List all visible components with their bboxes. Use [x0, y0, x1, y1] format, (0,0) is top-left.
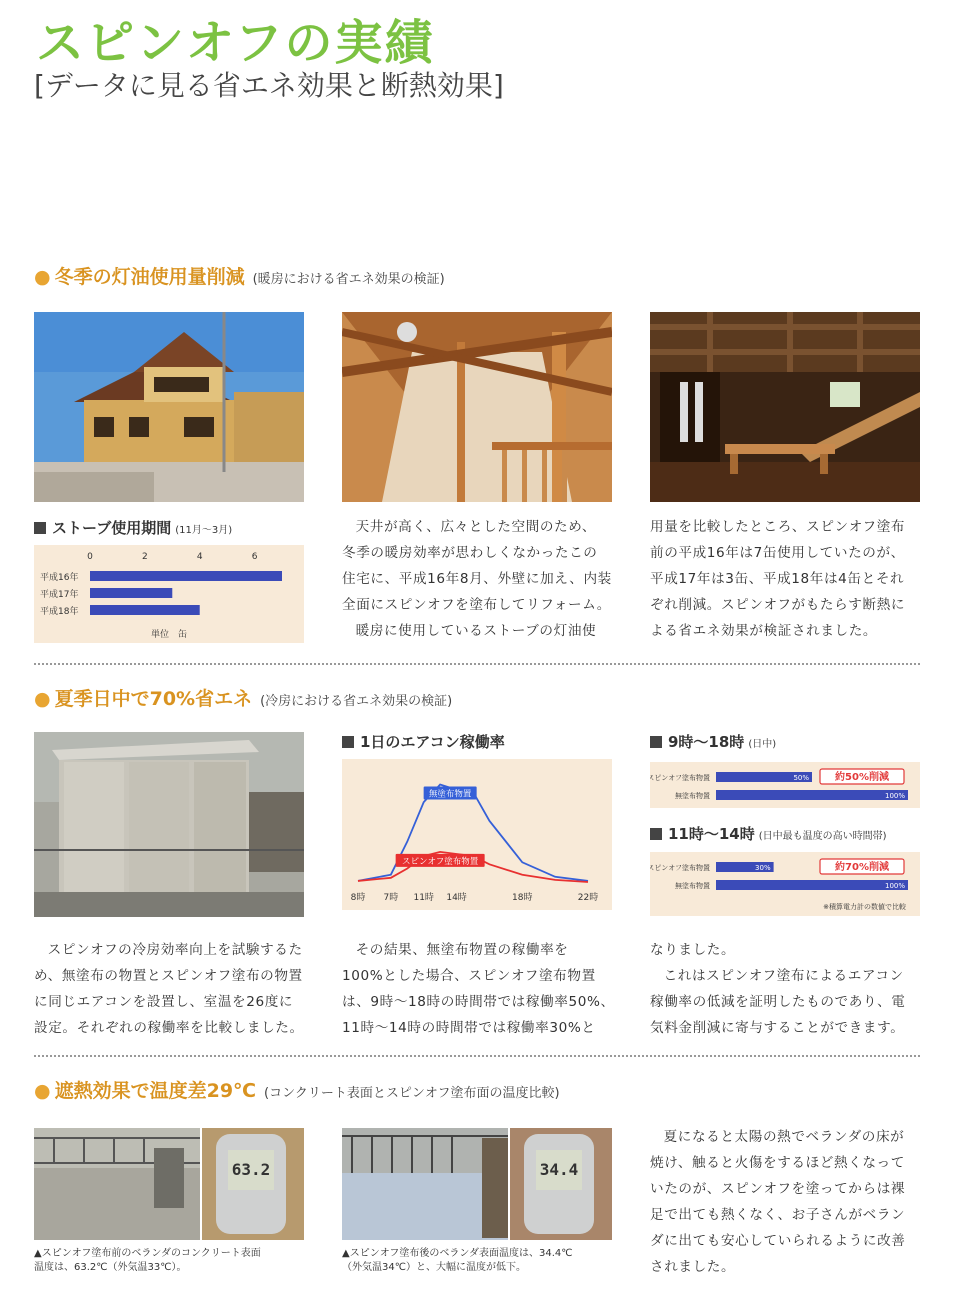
text-line: 設定。それぞれの稼働率を比較しました。	[34, 1020, 304, 1036]
caption-before	[34, 1247, 314, 1275]
square-bullet-icon	[650, 828, 662, 840]
x-tick-label: 22時	[577, 893, 599, 903]
text-line: め、無塗布の物置とスピンオフ塗布の物置	[34, 968, 303, 984]
page-subtitle: [データに見る省エネ効果と断熱効果]	[34, 69, 504, 102]
stove-bar-chart	[34, 545, 304, 643]
living-room-photo	[650, 312, 920, 502]
stove-chart	[34, 545, 304, 643]
ceiling-interior-photo	[342, 312, 612, 502]
thermometer-reading: 34.4	[539, 1160, 579, 1179]
section2-text-right	[650, 937, 930, 1041]
text-line: いたのが、スピンオフを塗ってからは裸	[650, 1181, 906, 1197]
x-tick-label: 2	[141, 552, 148, 562]
section-divider	[34, 663, 920, 665]
thermometer-reading: 63.2	[231, 1160, 271, 1179]
category-label: スピンオフ塗布物置	[650, 774, 710, 782]
section1-text-right	[650, 514, 925, 644]
x-tick-label: 6	[251, 552, 258, 562]
x-tick-label: 0	[87, 552, 93, 562]
unit-label: 単位 缶	[150, 630, 188, 640]
text-line: 11時〜14時の時間帯では稼働率30%と	[342, 1020, 596, 1036]
text-line: その結果、無塗布物置の稼働率を	[355, 942, 569, 958]
text-line: 100%とした場合、スピンオフ塗布物置	[342, 968, 596, 984]
text-line: 夏になると太陽の熱でベランダの床が	[663, 1129, 905, 1145]
caption-after	[342, 1247, 622, 1275]
text-line: これはスピンオフ塗布によるエアコン	[663, 968, 904, 984]
text-line: 焼け、触ると火傷をするほど熱くなって	[650, 1155, 905, 1171]
thermometer-after-photo	[510, 1128, 612, 1240]
stove-chart-title: ストーブ使用期間 (11月〜3月)	[34, 517, 232, 538]
bar-chart-1-title: 9時〜18時 (日中)	[650, 731, 776, 752]
text-line: は、9時〜18時の時間帯では稼働率50%、	[342, 994, 615, 1010]
text-line: よる省エネ効果が検証されました。	[650, 623, 878, 639]
bullet-icon: ●	[34, 266, 51, 288]
bar-chart-1-svg	[650, 762, 920, 808]
text-line: スピンオフの冷房効率向上を試験するた	[47, 942, 303, 958]
section2-text-left	[34, 937, 309, 1041]
bullet-icon: ●	[34, 688, 51, 710]
x-tick-label: 7時	[383, 893, 399, 903]
section3-heading: ● 遮熱効果で温度差29℃ (コンクリート表面とスピンオフ塗布面の温度比較)	[34, 1080, 560, 1102]
text-line: されました。	[650, 1259, 736, 1275]
bar-value-label: 30%	[755, 864, 771, 872]
text-line: ぞれ削減。スピンオフがもたらす断熱に	[650, 597, 906, 613]
bar-chart-1	[650, 762, 920, 808]
caption-line: ▲スピンオフ塗布後のベランダ表面温度は、34.4℃	[342, 1248, 573, 1259]
square-bullet-icon	[34, 522, 46, 534]
bullet-icon: ●	[34, 1080, 51, 1102]
text-line: 用量を比較したところ、スピンオフ塗布	[650, 519, 906, 535]
text-line: 冬季の暖房効率が思わしくなかったこの	[342, 545, 598, 561]
category-label: 無塗布物置	[675, 882, 710, 890]
aircon-line-svg	[342, 759, 612, 910]
series-label: スピンオフ塗布物置	[402, 856, 479, 867]
series-label: 無塗布物置	[428, 789, 472, 800]
category-label: 平成17年	[40, 590, 79, 600]
bar	[90, 588, 172, 598]
section1-text-middle	[342, 514, 617, 644]
text-line: 天井が高く、広々とした空間のため、	[355, 519, 597, 535]
text-line: 全面にスピンオフを塗布してリフォーム。	[342, 597, 611, 613]
section-divider	[34, 1055, 920, 1057]
x-tick-label: 14時	[446, 893, 467, 903]
caption-line: 温度は、63.2℃（外気温33℃）。	[34, 1262, 187, 1273]
section3-text-right	[650, 1124, 930, 1280]
aircon-line-chart	[342, 759, 612, 910]
bar-value-label: 100%	[884, 792, 905, 800]
reduction-label: 約70%削減	[835, 862, 889, 873]
bar-value-label: 100%	[884, 882, 905, 890]
caption-line: （外気温34℃）と、大幅に温度が低下。	[342, 1262, 526, 1273]
bar	[716, 790, 908, 800]
bar	[716, 880, 908, 890]
category-label: 平成18年	[40, 607, 79, 617]
text-line: 気料金削減に寄与することができます。	[650, 1020, 905, 1036]
line-chart-title: 1日のエアコン稼働率	[342, 731, 505, 752]
text-line: 平成17年は3缶、平成18年は4缶とそれ	[650, 571, 905, 587]
veranda-before-photo	[34, 1128, 200, 1240]
bar	[90, 605, 200, 615]
text-line: ダに出ても安心していられるように改善	[650, 1233, 906, 1249]
text-line: 稼働率の低減を証明したものであり、電	[650, 994, 906, 1010]
text-line: 前の平成16年は7缶使用していたのが、	[650, 545, 905, 561]
section2-text-middle	[342, 937, 622, 1041]
bar-chart-2	[650, 852, 920, 916]
veranda-after-photo	[342, 1128, 508, 1240]
text-line: 暖房に使用しているストーブの灯油使	[355, 623, 597, 639]
square-bullet-icon	[342, 736, 354, 748]
text-line: なりました。	[650, 942, 736, 958]
x-tick-label: 4	[196, 552, 203, 562]
house-exterior-photo	[34, 312, 304, 502]
bar	[90, 571, 282, 581]
category-label: 平成16年	[40, 573, 79, 583]
text-line: に同じエアコンを設置し、室温を26度に	[34, 994, 294, 1010]
section2-heading: ● 夏季日中で70%省エネ (冷房における省エネ効果の検証)	[34, 688, 453, 710]
page-title: スピンオフの実績	[36, 15, 435, 71]
reduction-label: 約50%削減	[835, 772, 889, 783]
category-label: 無塗布物置	[675, 792, 710, 800]
section1-heading: ● 冬季の灯油使用量削減 (暖房における省エネ効果の検証)	[34, 266, 445, 288]
x-tick-label: 8時	[350, 893, 366, 903]
x-tick-label: 11時	[413, 893, 434, 903]
storage-shed-photo	[34, 732, 304, 917]
thermometer-before-photo	[202, 1128, 304, 1240]
text-line: 足で出ても熱くなく、お子さんがベラン	[650, 1207, 906, 1223]
text-line: 住宅に、平成16年8月、外壁に加え、内装	[342, 571, 612, 587]
x-tick-label: 18時	[512, 893, 533, 903]
caption-line: ▲スピンオフ塗布前のベランダのコンクリート表面	[34, 1248, 261, 1259]
square-bullet-icon	[650, 736, 662, 748]
bar-chart-2-title: 11時〜14時 (日中最も温度の高い時間帯)	[650, 823, 887, 844]
bar-chart-2-svg	[650, 852, 920, 898]
category-label: スピンオフ塗布物置	[650, 864, 710, 872]
bar-value-label: 50%	[793, 774, 809, 782]
chart-footnote: ※積算電力計の数値で比較	[823, 903, 906, 911]
